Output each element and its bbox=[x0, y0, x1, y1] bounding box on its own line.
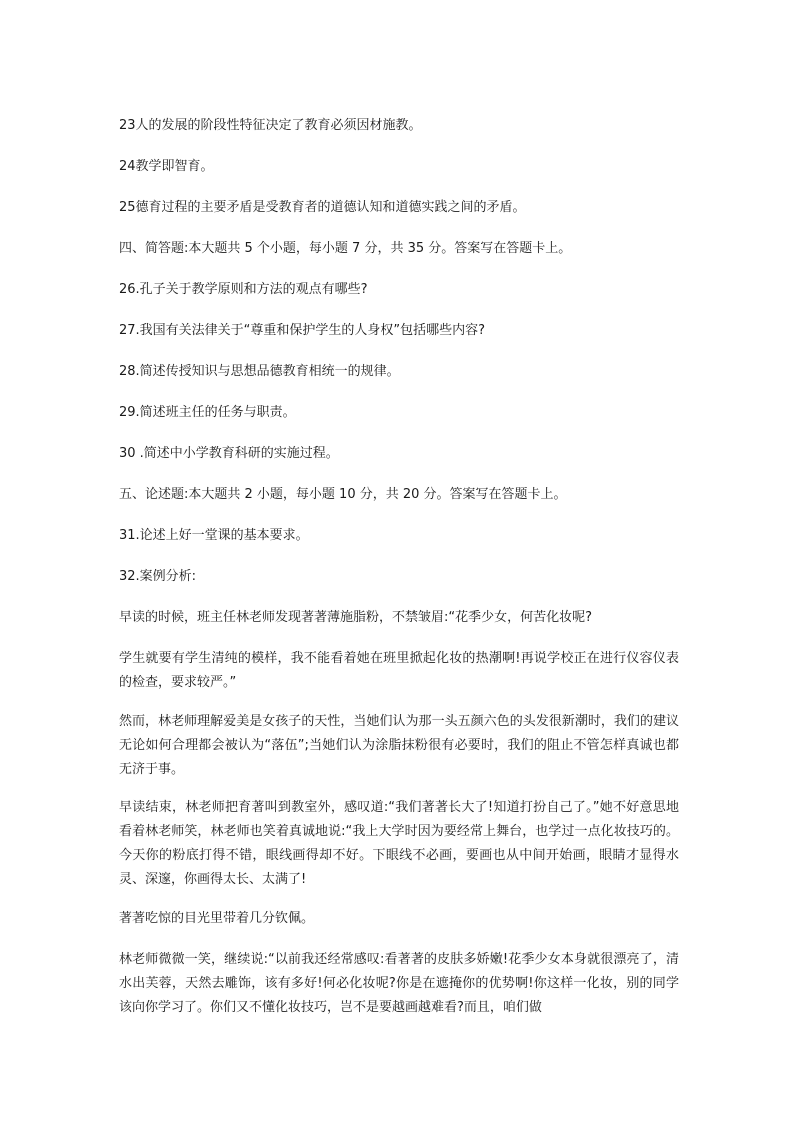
document-page bbox=[119, 114, 679, 1034]
question-31: 31.论述上好一堂课的基本要求。 bbox=[119, 528, 309, 543]
case-paragraph: 著著吃惊的目光里带着几分钦佩。 bbox=[119, 910, 315, 926]
section-heading-short-answer: 四、简答题:本大题共 5 个小题，每小题 7 分，共 35 分。答案写在答题卡上。 bbox=[119, 241, 572, 256]
question-32: 32.案例分析: bbox=[119, 569, 197, 584]
question-30: 30 .简述中小学教育科研的实施过程。 bbox=[119, 446, 339, 461]
case-paragraph: 学生就要有学生清纯的模样，我不能看着她在班里掀起化妆的热潮啊!再说学校正在进行仪容仪表的检查，要求较严。” bbox=[119, 651, 679, 690]
case-paragraph: 早读结束，林老师把育著叫到教室外，感叹道:“我们著著长大了!知道打扮自己了。”她不好意思地看着林老师笑，林老师也笑着真诚地说:“我上大学时因为要经常上舞台，也学过一点化妆技巧的。今天你的粉底打得不错，眼线画得却不好。下眼线不必画，要画也从中间开始画，眼睛才显得水灵、深邃，你画得太长、太满了! bbox=[119, 800, 679, 887]
case-paragraph: 林老师微微一笑，继续说:“以前我还经常感叹:看著著的皮肤多娇嫩!花季少女本身就很漂亮了，清水出芙蓉，天然去雕饰，该有多好!何必化妆呢?你是在遮掩你的优势啊!你这样一化妆，别的同学该向你学习了。你们又不懂化妆技巧，岂不是要越画越难看?而且，咱们做 bbox=[119, 951, 679, 1015]
statement-25: 25德育过程的主要矛盾是受教育者的道德认知和道德实践之间的矛盾。 bbox=[119, 200, 526, 215]
statement-23: 23人的发展的阶段性特征决定了教育必须因材施教。 bbox=[119, 118, 422, 133]
question-27: 27.我国有关法律关于“尊重和保护学生的人身权”包括哪些内容? bbox=[119, 323, 486, 338]
question-28: 28.简述传授知识与思想品德教育相统一的规律。 bbox=[119, 364, 400, 379]
section-heading-essay: 五、论述题:本大题共 2 小题，每小题 10 分，共 20 分。答案写在答题卡上。 bbox=[119, 487, 567, 502]
question-26: 26.孔子关于教学原则和方法的观点有哪些? bbox=[119, 282, 368, 297]
statement-24: 24教学即智育。 bbox=[119, 159, 214, 174]
case-paragraph: 早读的时候，班主任林老师发现著著薄施脂粉，不禁皱眉:“花季少女，何苦化妆呢? bbox=[119, 610, 593, 625]
question-29: 29.简述班主任的任务与职责。 bbox=[119, 405, 296, 420]
case-paragraph: 然而，林老师理解爱美是女孩子的天性，当她们认为那一头五颜六色的头发很新潮时，我们的建议无论如何合理都会被认为“落伍”;当她们认为涂脂抹粉很有必要时，我们的阻止不管怎样真诚也都无济于事。 bbox=[119, 713, 679, 777]
